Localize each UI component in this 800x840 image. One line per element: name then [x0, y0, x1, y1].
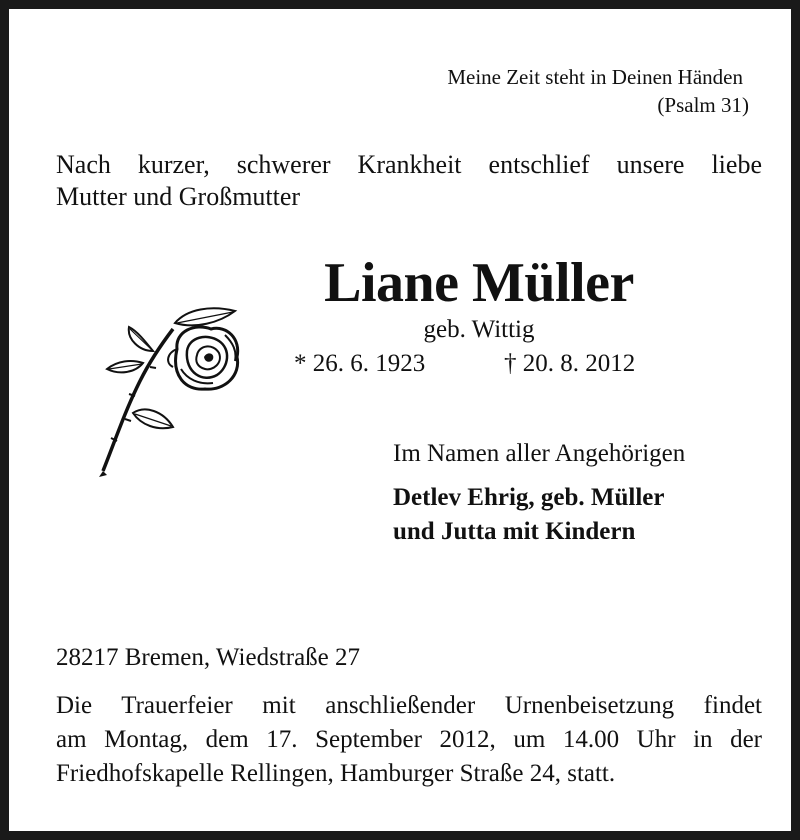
motto-source: (Psalm 31) [657, 93, 749, 117]
service-info [56, 689, 762, 791]
family-name-line-2: und Jutta mit Kindern [393, 518, 636, 545]
service-line-2: am Montag, dem 17. September 2012, um 14.00 Uhr in der [56, 726, 762, 753]
address: 28217 Bremen, Wiedstraße 27 [56, 644, 361, 671]
intro-line-1: Nach kurzer, schwerer Krankheit entschlief unsere liebe [56, 150, 762, 179]
service-line-3: Friedhofskapelle Rellingen, Hamburger Straße 24, statt. [56, 760, 616, 787]
service-line-1: Die Trauerfeier mit anschließender Urnenbeisetzung findet [56, 692, 762, 719]
family-name-line-1: Detlev Ehrig, geb. Müller [393, 484, 665, 511]
motto-text: Meine Zeit steht in Deinen Händen [447, 65, 743, 89]
rose-icon [95, 301, 245, 486]
intro-line-2: Mutter und Großmutter [56, 182, 301, 211]
birth-date: * 26. 6. 1923 [294, 350, 426, 377]
deceased-name: Liane Müller [324, 252, 634, 314]
motto [389, 63, 749, 119]
maiden-name: geb. Wittig [423, 316, 535, 343]
family-names [393, 481, 664, 549]
death-date: † 20. 8. 2012 [504, 350, 636, 377]
family-intro: Im Namen aller Angehörigen [393, 440, 686, 467]
intro-text [56, 149, 762, 213]
